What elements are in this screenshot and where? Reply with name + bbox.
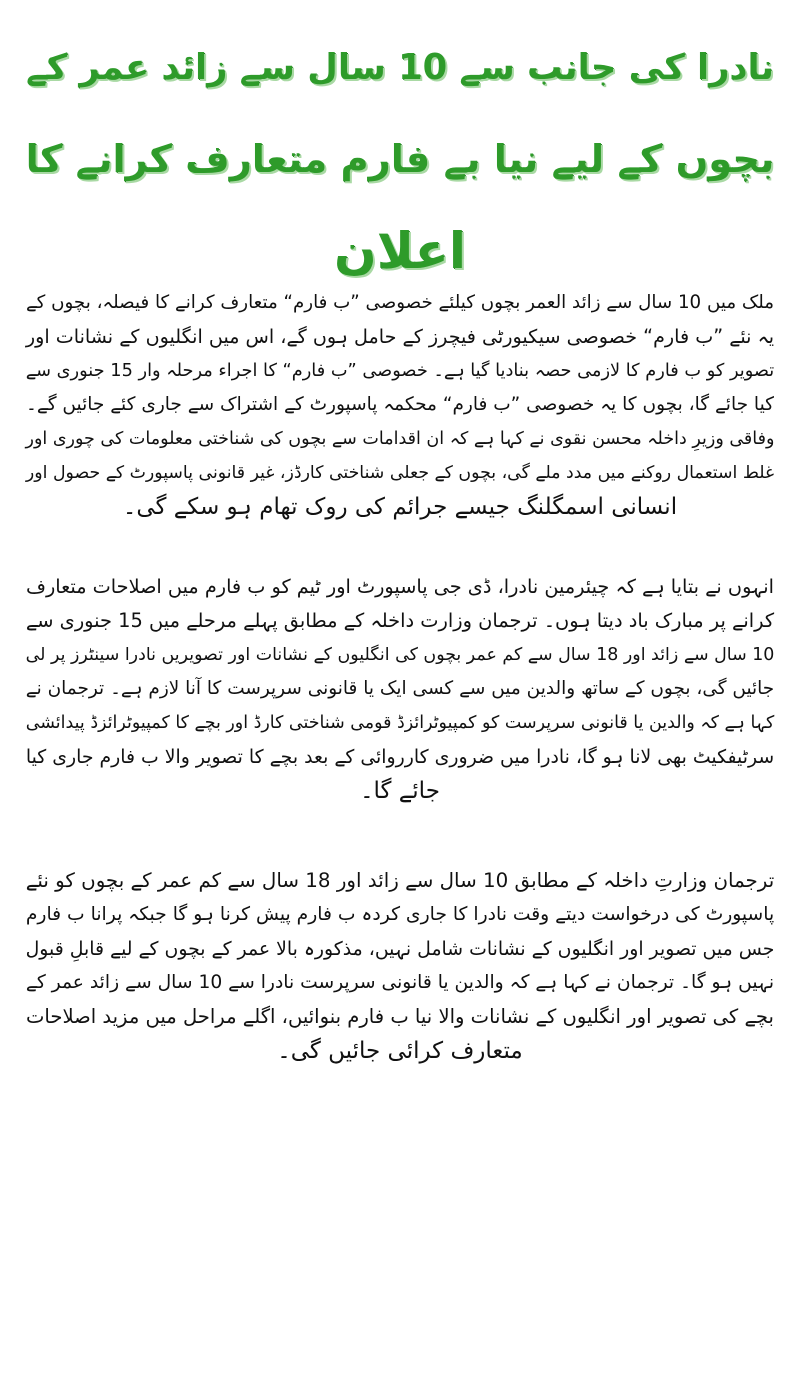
paragraph-line: ترجمان وزارتِ داخلہ کے مطابق 10 سال سے زائد اور 18 سال سے کم عمر کے بچوں کو نئے <box>25 869 775 892</box>
paragraph-line: وفاقی وزیرِ داخلہ محسن نقوی نے کہا ہے کہ ان اقدامات سے بچوں کی شناختی معلومات کی چوری اور <box>25 429 775 449</box>
title-line: اعلان <box>334 222 466 280</box>
paragraph-line: انہوں نے بتایا ہے کہ چیئرمین نادرا، ڈی جی پاسپورٹ اور ٹیم کو ب فارم میں اصلاحات متعارف <box>25 575 775 598</box>
paragraph-line: جس میں تصویر اور انگلیوں کے نشانات شامل نہیں، مذکورہ بالا عمر کے بچوں کے لیے قابلِ قبول <box>25 938 775 960</box>
paragraph-line: جائیں گی، بچوں کے ساتھ والدین میں سے کسی ایک یا قانونی سرپرست کا آنا لازم ہے۔ ترجمان نے <box>25 678 775 699</box>
paragraph-line: کرانے پر مبارک باد دیتا ہوں۔ ترجمان وزارت داخلہ کے مطابق پہلے مرحلے میں 15 جنوری سے <box>25 609 775 632</box>
paragraph-line: ملک میں 10 سال سے زائد العمر بچوں کیلئے خصوصی ”ب فارم“ متعارف کرانے کا فیصلہ، بچوں کے <box>25 292 775 313</box>
title-line: نادرا کی جانب سے 10 سال سے زائد عمر کے <box>25 47 775 88</box>
article-paragraph-2 <box>18 570 782 808</box>
paragraph-line: کہا ہے کہ والدین یا قانونی سرپرست کو کمپیوٹرائزڈ قومی شناختی کارڈ اور بچے کا کمپیوٹرائزڈ پیدائشی <box>25 713 775 733</box>
article-paragraph-1 <box>18 286 782 524</box>
paragraph-line: متعارف کرائی جائیں گی۔ <box>277 1038 523 1064</box>
paragraph-line: یہ نئے ”ب فارم“ خصوصی سیکیورٹی فیچرز کے حامل ہوں گے، اس میں انگلیوں کے نشانات اور <box>25 325 775 348</box>
paragraph-line: تصویر کو ب فارم کا لازمی حصہ بنادیا گیا ہے۔ خصوصی ”ب فارم“ کا اجراء مرحلہ وار 15 جنوری سے <box>25 361 775 381</box>
paragraph-line: سرٹیفکیٹ بھی لانا ہو گا، نادرا میں ضروری کارروائی کے بعد بچے کا تصویر والا ب فارم جاری کیا <box>25 746 775 768</box>
paragraph-line: 10 سال سے زائد اور 18 سال سے کم عمر بچوں کی انگلیوں کے نشانات اور تصویریں نادرا سینٹرز پر لی <box>25 645 775 665</box>
article-title <box>18 22 782 286</box>
paragraph-line: پاسپورٹ کی درخواست دیتے وقت نادرا کا جاری کردہ ب فارم پیش کرنا ہو گا جبکہ پرانا ب فارم <box>25 904 775 925</box>
paragraph-line: نہیں ہو گا۔ ترجمان نے کہا ہے کہ والدین یا قانونی سرپرست نادرا سے 10 سال سے زائد عمر کے <box>25 972 775 993</box>
paragraph-line: کیا جائے گا، بچوں کا یہ خصوصی ”ب فارم“ محکمہ پاسپورٹ کے اشتراک سے جاری کئے جائیں گے۔ <box>26 394 774 415</box>
paragraph-line: بچے کی تصویر اور انگلیوں کے نشانات والا نیا ب فارم بنوائیں، اگلے مراحل میں مزید اصلاحات <box>26 1005 774 1028</box>
paragraph-line: غلط استعمال روکنے میں مدد ملے گی، بچوں کے جعلی شناختی کارڈز، غیر قانونی پاسپورٹ کے حصول اور <box>25 463 775 483</box>
title-line: بچوں کے لیے نیا بے فارم متعارف کرانے کا <box>25 137 775 182</box>
paragraph-line: انسانی اسمگلنگ جیسے جرائم کی روک تھام ہو سکے گی۔ <box>122 494 678 520</box>
paragraph-line: جائے گا۔ <box>360 778 440 804</box>
article-paragraph-3 <box>18 864 782 1068</box>
